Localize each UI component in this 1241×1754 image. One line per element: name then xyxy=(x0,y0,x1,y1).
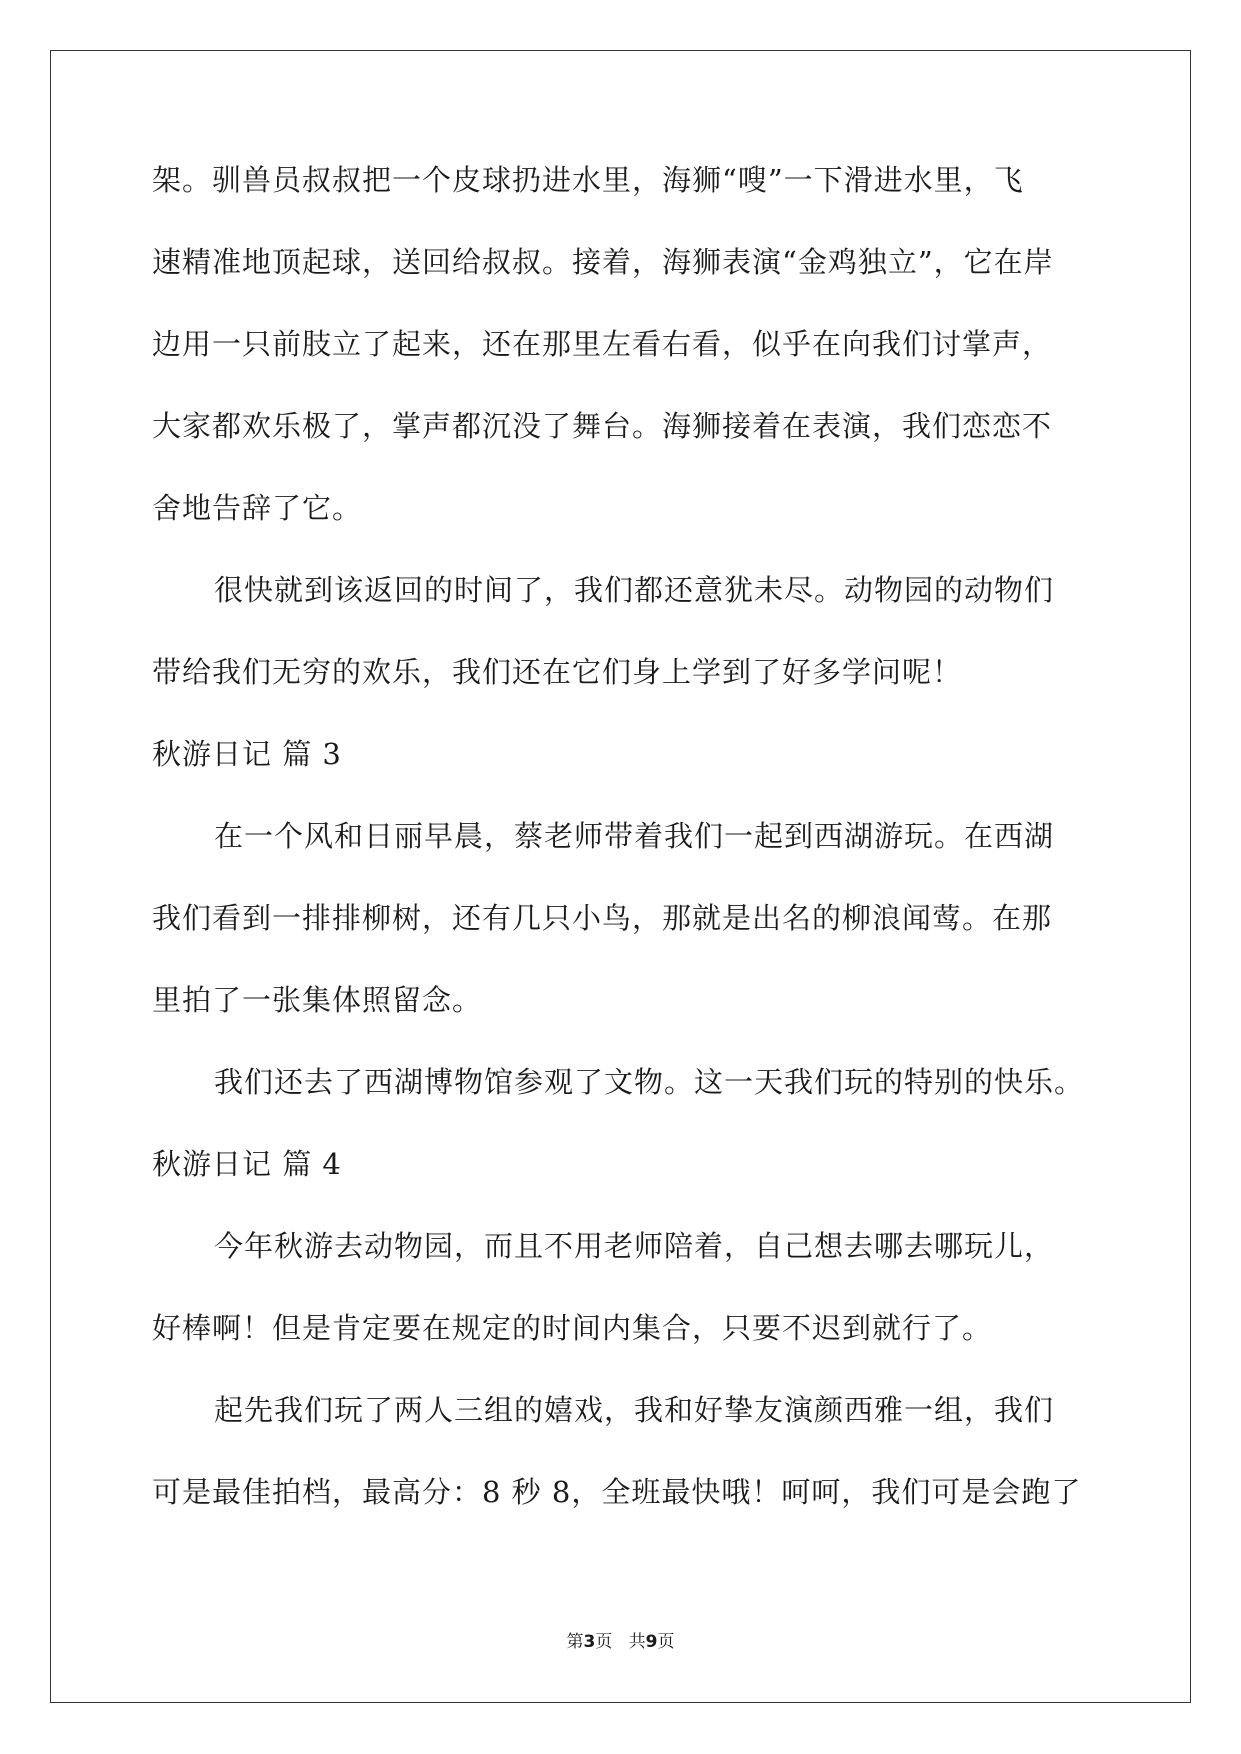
footer-middle: 页 共 xyxy=(595,1632,646,1652)
text-line-17: 可是最佳拍档，最高分：8 秒 8，全班最快哦！呵呵，我们可是会跑了 xyxy=(152,1475,1082,1509)
footer-suffix: 页 xyxy=(657,1632,675,1652)
text-line-11: 里拍了一张集体照留念。 xyxy=(152,983,483,1017)
text-line-9: 在一个风和日丽早晨，蔡老师带着我们一起到西湖游玩。在西湖 xyxy=(214,819,1055,853)
total-pages-number: 9 xyxy=(645,1632,658,1652)
text-line-6: 很快就到该返回的时间了，我们都还意犹未尽。动物园的动物们 xyxy=(214,573,1055,607)
text-line-2: 速精准地顶起球，送回给叔叔。接着，海狮表演“金鸡独立”，它在岸 xyxy=(152,245,1054,279)
document-body xyxy=(152,162,1102,1556)
text-line-7: 带给我们无穷的欢乐，我们还在它们身上学到了好多学问呢！ xyxy=(152,655,963,689)
text-line-3: 边用一只前肢立了起来，还在那里左看右看，似乎在向我们讨掌声， xyxy=(152,327,1053,361)
text-line-10: 我们看到一排排柳树，还有几只小鸟，那就是出名的柳浪闻莺。在那 xyxy=(152,901,1053,935)
text-line-16: 起先我们玩了两人三组的嬉戏，我和好挚友演颜西雅一组，我们 xyxy=(214,1393,1055,1427)
text-line-12: 我们还去了西湖博物馆参观了文物。这一天我们玩的特别的快乐。 xyxy=(214,1065,1085,1099)
text-line-14: 今年秋游去动物园，而且不用老师陪着，自己想去哪去哪玩儿， xyxy=(214,1229,1055,1263)
text-line-1: 架。驯兽员叔叔把一个皮球扔进水里，海狮“嗖”一下滑进水里，飞 xyxy=(152,163,1024,197)
text-line-15: 好棒啊！但是肯定要在规定的时间内集合，只要不迟到就行了。 xyxy=(152,1311,993,1345)
current-page-number: 3 xyxy=(583,1632,596,1652)
page-footer xyxy=(0,1627,1241,1652)
section-heading-4: 秋游日记 篇 4 xyxy=(152,1147,342,1181)
text-line-5: 舍地告辞了它。 xyxy=(152,491,363,525)
text-line-4: 大家都欢乐极了，掌声都沉没了舞台。海狮接着在表演，我们恋恋不 xyxy=(152,409,1053,443)
section-heading-3: 秋游日记 篇 3 xyxy=(152,737,342,771)
footer-prefix: 第 xyxy=(566,1632,584,1652)
